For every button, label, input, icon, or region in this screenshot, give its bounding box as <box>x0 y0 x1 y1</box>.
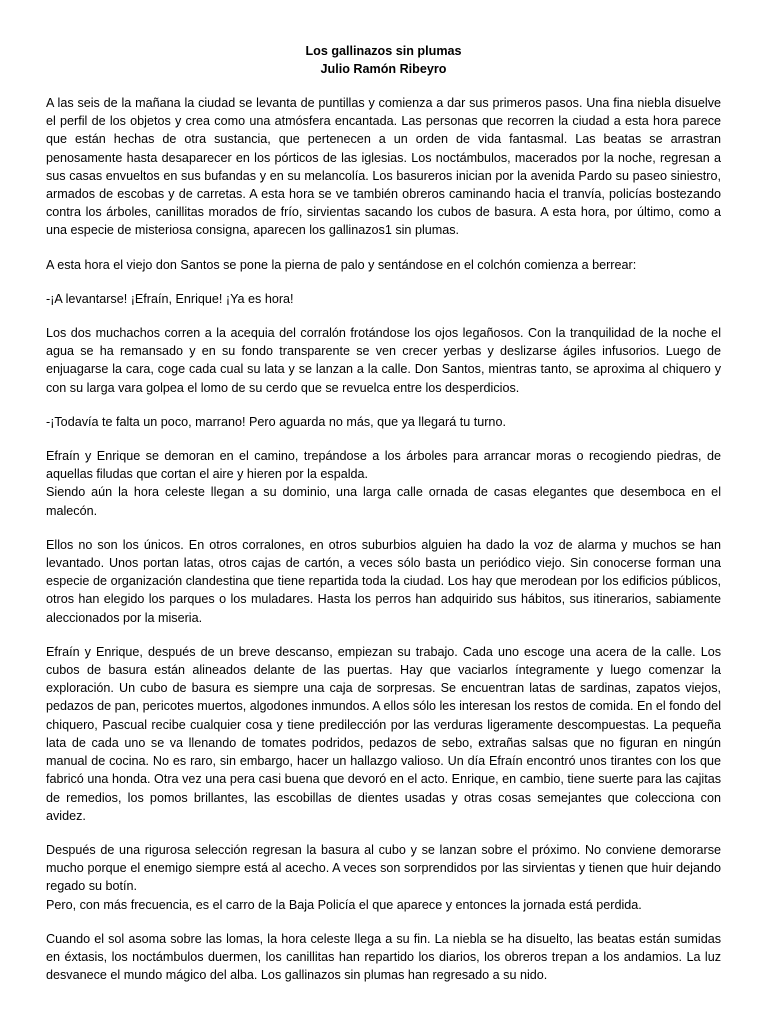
document-page <box>46 42 721 1000</box>
paragraph: Pero, con más frecuencia, es el carro de la Baja Policía el que aparece y entonces la jornada está perdida. <box>46 897 642 912</box>
paragraph: A esta hora el viejo don Santos se pone la pierna de palo y sentándose en el colchón comienza a berrear: <box>46 257 637 272</box>
paragraph: Cuando el sol asoma sobre las lomas, la hora celeste llega a su fin. La niebla se ha disuelto, las beatas están sumidas en éxtasis, los noctámbulos duermen, los canillitas han repartido los diarios, los obreros trepan a los andamios. La luz desvanece el mundo mágico del alba. Los gallinazos sin plumas han regresado a su nido. <box>46 931 721 983</box>
document-title: Los gallinazos sin plumas <box>305 44 462 58</box>
paragraph: Efraín y Enrique, después de un breve descanso, empiezan su trabajo. Cada uno escoge una acera de la calle. Los cubos de basura están alineados delante de las puertas. Hay que vaciarlos íntegramente y luego comenzar la exploración. Un cubo de basura es siempre una caja de sorpresas. Se encuentran latas de sardinas, zapatos viejos, pedazos de pan, pericotes muertos, algodones inmundos. A ellos sólo les interesan los restos de comida. En el fondo del chiquero, Pascual recibe cualquier cosa y tiene predilección por las verduras ligeramente descompuestas. La pequeña lata de cada uno se va llenando de tomates podridos, pedazos de sebo, extrañas salsas que no figuran en ningún manual de cocina. No es raro, sin embargo, hacer un hallazgo valioso. Un día Efraín encontró unos tirantes con los que fabricó una honda. Otra vez una pera casi buena que devoró en el acto. Enrique, en cambio, tiene suerte para las cajitas de remedios, los pomos brillantes, las escobillas de dientes usadas y otras cosas semejantes que colecciona con avidez. <box>46 644 721 823</box>
paragraph: Siendo aún la hora celeste llegan a su dominio, una larga calle ornada de casas elegantes que desemboca en el malecón. <box>46 485 721 518</box>
paragraph: Efraín y Enrique se demoran en el camino, trepándose a los árboles para arrancar moras o recogiendo piedras, de aquellas filudas que cortan el aire y hieren por la espalda. <box>46 449 721 482</box>
dialogue-line: -¡A levantarse! ¡Efraín, Enrique! ¡Ya es hora! <box>46 291 294 306</box>
document-author: Julio Ramón Ribeyro <box>320 62 447 76</box>
paragraph: Después de una rigurosa selección regresan la basura al cubo y se lanzan sobre el próximo. No conviene demorarse mucho porque el enemigo siempre está al acecho. A veces son sorprendidos por las sirvientas y tienen que huir dejando regado su botín. <box>46 842 721 894</box>
paragraph: Los dos muchachos corren a la acequia del corralón frotándose los ojos legañosos. Con la tranquilidad de la noche el agua se ha remansado y en su fondo transparente se ven crecer yerbas y deslizarse ágiles infusorios. Luego de enjuagarse la cara, coge cada cual su lata y se lanzan a la calle. Don Santos, mientras tanto, se aproxima al chiquero y con su larga vara golpea el lomo de su cerdo que se revuelca entre los desperdicios. <box>46 326 721 395</box>
title-block <box>46 42 721 78</box>
paragraph: A las seis de la mañana la ciudad se levanta de puntillas y comienza a dar sus primeros pasos. Una fina niebla disuelve el perfil de los objetos y crea como una atmósfera encantada. Las personas que recorren la ciudad a esta hora parece que están hechas de otra sustancia, que pertenecen a un orden de vida fantasmal. Las beatas se arrastran penosamente hasta desaparecer en los pórticos de las iglesias. Los noctámbulos, macerados por la noche, regresan a sus casas envueltos en sus bufandas y en su melancolía. Los basureros inician por la avenida Pardo su paseo siniestro, armados de escobas y de carretas. A esta hora se ve también obreros caminando hacia el tranvía, policías bostezando contra los árboles, canillitas morados de frío, sirvientas sacando los cubos de basura. A esta hora, por último, como a una especie de misteriosa consigna, aparecen los gallinazos1 sin plumas. <box>46 96 721 238</box>
paragraph: Ellos no son los únicos. En otros corralones, en otros suburbios alguien ha dado la voz de alarma y muchos se han levantado. Unos portan latas, otros cajas de cartón, a veces sólo basta un periódico viejo. Sin conocerse forman una especie de organización clandestina que tiene repartida toda la ciudad. Los hay que merodean por los edificios públicos, otros han elegido los parques o los muladares. Hasta los perros han adquirido sus hábitos, sus itinerarios, sabiamente aleccionados por la miseria. <box>46 537 721 625</box>
dialogue-line: -¡Todavía te falta un poco, marrano! Pero aguarda no más, que ya llegará tu turno. <box>46 414 506 429</box>
